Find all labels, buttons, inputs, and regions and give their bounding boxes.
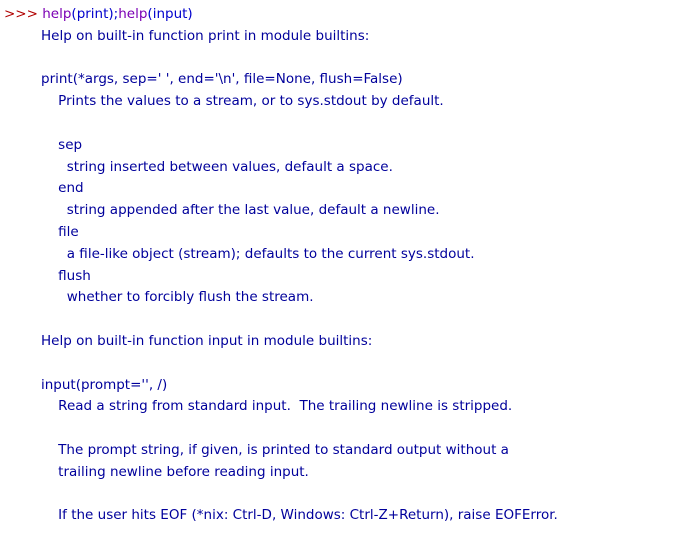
shell-input-line[interactable]	[0, 4, 697, 26]
input-segment-print: (print);	[71, 6, 119, 22]
output-line: sep	[41, 136, 83, 153]
output-line	[0, 113, 697, 135]
output-line	[0, 484, 697, 506]
output-line: trailing newline before reading input.	[41, 463, 309, 480]
output-line: If the user hits EOF (*nix: Ctrl-D, Windows: Ctrl-Z+Return), raise EOFError.	[41, 507, 558, 524]
output-line: string inserted between values, default a space.	[41, 158, 393, 175]
input-segment-help2: help	[118, 6, 148, 22]
input-segment-help1: help	[42, 6, 72, 22]
output-line	[0, 48, 697, 70]
output-line: whether to forcibly flush the stream.	[41, 289, 314, 306]
output-line: end	[41, 180, 84, 197]
output-line: file	[41, 223, 79, 240]
output-line: Help on built-in function print in module builtins:	[41, 27, 370, 44]
output-line: flush	[41, 267, 91, 284]
output-line: Help on built-in function input in module builtins:	[41, 332, 373, 349]
output-line	[0, 309, 697, 331]
output-line: Prints the values to a stream, or to sys.stdout by default.	[41, 93, 444, 110]
prompt-marker: >>>	[4, 6, 38, 22]
output-line	[0, 353, 697, 375]
output-line: Read a string from standard input. The trailing newline is stripped.	[41, 398, 513, 415]
output-line: print(*args, sep=' ', end='\n', file=None, flush=False)	[41, 71, 403, 88]
output-line: string appended after the last value, default a newline.	[41, 202, 440, 219]
output-line: input(prompt='', /)	[41, 376, 168, 393]
input-segment-input: (input)	[147, 6, 193, 22]
output-line: a file-like object (stream); defaults to the current sys.stdout.	[41, 245, 475, 262]
output-line	[0, 418, 697, 440]
output-line: The prompt string, if given, is printed to standard output without a	[41, 441, 509, 458]
